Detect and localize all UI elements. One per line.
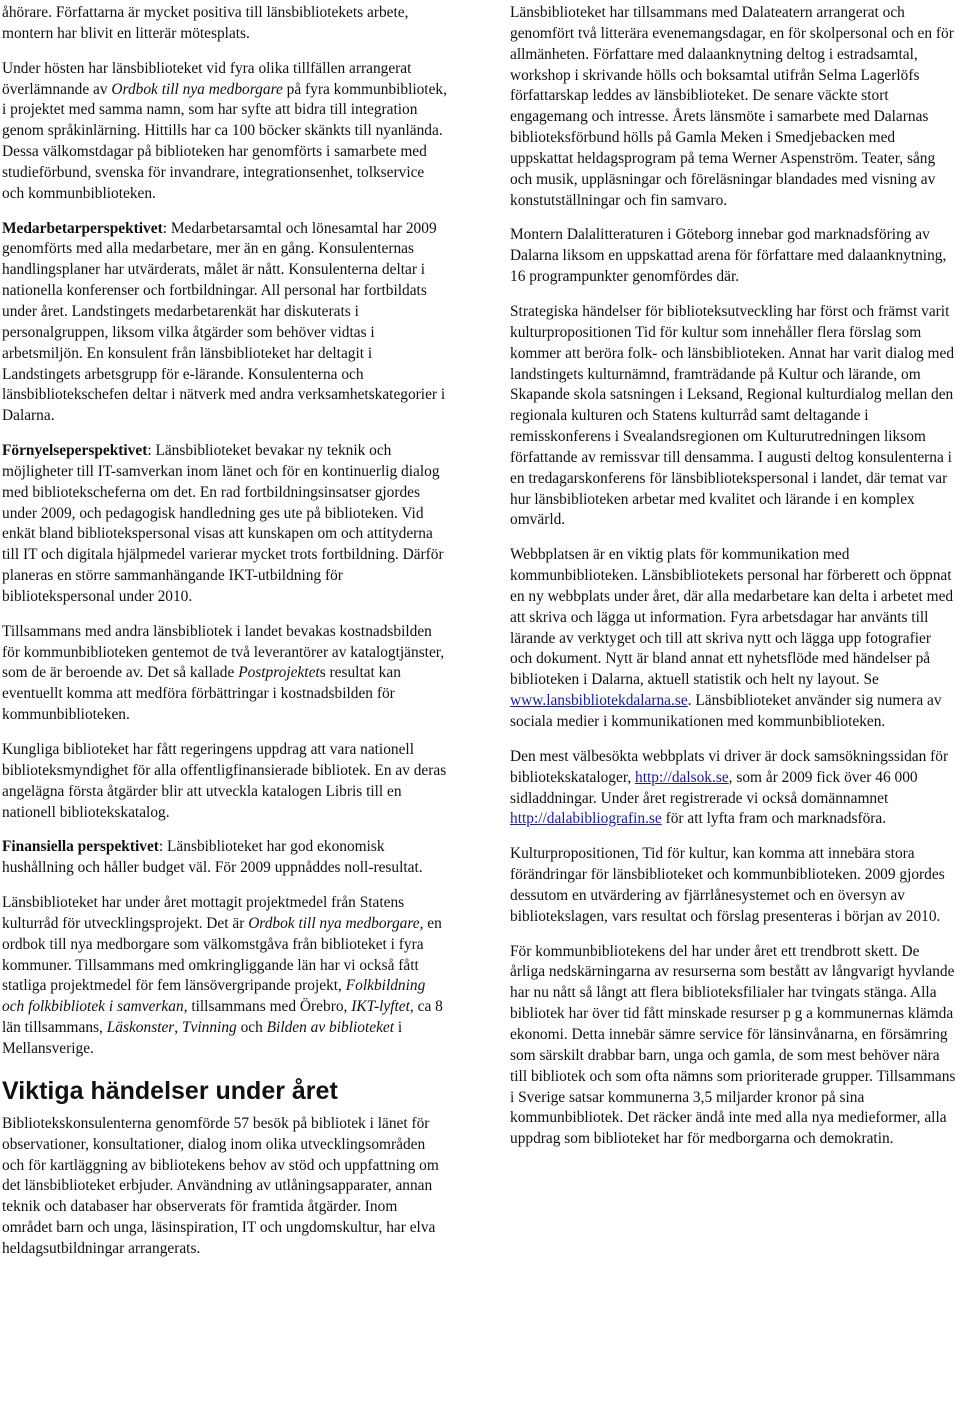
paragraph-dalateatern (510, 3, 956, 211)
text: åhörare. Författarna är mycket positiva till länsbibliotekets arbete, montern har blivit en litterär mötesplats. (2, 4, 409, 42)
text: : Medarbetarsamtal och lönesamtal har 2009 genomförts med alla medarbetare, mer än en gång. Konsulenternas handlingsplaner har utvärderats, målet är nått. Konsulenterna deltar i nationella konferenser och fortbildningar. All personal har fortbildats under året. Landstingets medarbetarenkät har diskuterats i personalgruppen, liksom vilka åtgärder som behöver vidtas i arbetsmiljön. En konsulent från länsbiblioteket har deltagit i Landstingets arbetsgrupp för e-lärande. Konsulenterna och länsbibliotekschefen deltar i nätverk med andra verksamhetskategorier i Dalarna. (2, 219, 446, 425)
italic-title: Ordbok till nya medborgare, (248, 914, 424, 932)
text: Webbplatsen är en viktig plats för kommunikation med kommunbiblioteken. Länsbibliotekets personal har förberett och öppnat en ny webbplats under året, där alla medarbetare kan delta i arbetet med att skriva och lägga ut information. Fyra arbetsdagar har använts till lärande av verktyget och till att skriva nytt och lägga upp fotografier och dokument. Nytt är bland annat ett nyhetsflöde med händelser på biblioteken i Dalarna, aktuell statistik och helt ny layout. Se (510, 546, 954, 689)
text: s resultat kan eventuellt komma att medföra förbättringar i kostnadsbilden för kommunbiblioteken. (2, 664, 401, 724)
bold-label: Medarbetarperspektivet (2, 219, 163, 237)
paragraph-kungliga-biblioteket (2, 740, 448, 823)
bold-label: Förnyelseperspektivet (2, 442, 148, 460)
text: , som år 2009 fick över 46 000 sidladdningar. Under året registrerade vi också domännamnet (510, 768, 918, 807)
text: en ordbok till nya medborgare som välkomstgåva från biblioteket i fyra kommuner. Tillsammans med omkringliggande län har vi också fått statliga projektmedel för fem länsövergripande projekt, (2, 914, 442, 995)
text: : Länsbiblioteket bevakar ny teknik och möjligheter till IT-samverkan inom länet och för en kontinuerlig dialog med bibliotekscheferna om det. En rad fortbildningsinsatser gjordes under 2009, och pedagogisk handledning ges ute på biblioteken. Vid enkät bland bibliotekspersonal visas att kunskapen om och attityderna till IT och digitala hjälpmedel varierar mycket trots fortbildning. Därför planeras en större sammanhängande IKT-utbildning för bibliotekspersonal under 2010. (2, 442, 444, 605)
text: Kungliga biblioteket har fått regeringens uppdrag att vara nationell biblioteksmyndighet för alla offentligfinansierade bibliotek. En av deras angelägna första åtgärder blir att utveckla katalogen Libris till en nationell bibliotekskatalog. (2, 741, 447, 821)
text: , ca 8 län tillsammans, (2, 998, 443, 1037)
right-column (510, 3, 956, 1164)
paragraph-samsokning (510, 747, 956, 830)
section-heading: Viktiga händelser under året (2, 1076, 338, 1105)
text: Den mest välbesökta webbplats vi driver är dock samsökningssidan för bibliotekskataloger, (510, 747, 949, 786)
paragraph-montern-dalalitteraturen (510, 225, 956, 288)
italic-title: Folkbildning och folkbibliotek i samverkan, (2, 977, 426, 1016)
paragraph-strategiska-handelser (510, 302, 956, 531)
text: , (174, 1019, 182, 1037)
text: Montern Dalalitteraturen i Göteborg innebar god marknadsföring av Dalarna liksom en uppskattad arena för författare med dalaanknytning, 16 programpunkter genomfördes där. (510, 226, 947, 286)
paragraph-fornyelseperspektivet (2, 441, 448, 608)
dalabibliografin-link[interactable]: http://dalabibliografin.se (510, 810, 662, 828)
paragraph-postprojektet (2, 622, 448, 726)
text: Kulturpropositionen, Tid för kultur, kan komma att innebära stora förändringar för länsbiblioteket och kommunbiblioteken. 2009 gjordes dessutom en utvärdering av fjärrlånesystemet och en översyn av bibliotekslagen, vars resultat och förslag presenteras i början av 2010. (510, 845, 945, 925)
paragraph-webbplatsen (510, 545, 956, 733)
italic-title: Tvinning (182, 1019, 237, 1037)
italic-title: Bilden av biblioteket (266, 1019, 395, 1037)
paragraph-finansiella-perspektivet (2, 837, 448, 879)
text: Bibliotekskonsulenterna genomförde 57 besök på bibliotek i länet för observationer, konsultationer, dialog inom olika utvecklingsområden och för kartläggning av bibliotekens behov av stöd och uppfattning om det länsbiblioteket erbjuder. Användning av utlåningsapparater, annan teknik och databaser har observerats för framtida åtgärder. Inom området barn och unga, läsinspiration, IT och ungdomskultur, har elva heldagsutbildningar arrangerats. (2, 1114, 439, 1257)
text: . Länsbiblioteket använder sig numera av sociala medier i kommunikationen med kommunbiblioteken. (510, 692, 942, 730)
paragraph-kulturpropositionen (510, 844, 956, 927)
text: Under hösten har länsbiblioteket vid fyra olika tillfällen arrangerat överlämnande av (2, 59, 412, 98)
text: på fyra kommunbibliotek, i projektet med samma namn, som har syfte att bidra till integration genom språkinlärning. Hittills har ca 100 böcker skänkts till nyanlända. Dessa välkomstdagar på biblioteken har genomförts i samarbete med studieförbund, svenska för invandrare, integrationsenhet, tolkservice och kommunbiblioteken. (2, 80, 447, 202)
text: Tillsammans med andra länsbibliotek i landet bevakas kostnadsbilden för kommunbiblioteken gentemot de två leverantörer av katalogtjänster, som de är beroende av. Det så kallade (2, 622, 445, 682)
text: För kommunbibliotekens del har under året ett trendbrott skett. De årliga nedskärningarna av resurserna som bestått av långvarigt hyvlande har nu nått så långt att flera biblioteksfilialer har tvingats stänga. Alla bibliotek har över tid fått minskade resurser p g a kommunernas klämda ekonomi. Detta innebär sämre service för länsinvånarna, en försämring som särskilt drabbar barn, unga och gamla, de som mest behöver nära till bibliotek och som ofta nämns som prioriterade grupper. Tillsammans i Sverige satsar kommunerna 3,5 miljarder kronor på sina kommunbibliotek. Det räcker ändå inte med alla nya medieformer, alla uppdrag som biblioteket har för medborgarna och demokratin. (510, 942, 956, 1148)
paragraph-konsulentbesok (2, 1114, 448, 1260)
left-column (2, 3, 448, 1274)
italic-title: Läskonster (106, 1019, 175, 1037)
text: : Länsbiblioteket har god ekonomisk hushållning och håller budget väl. För 2009 uppnåddes noll-resultat. (2, 838, 423, 877)
text: tillsammans med Örebro, (187, 998, 352, 1016)
text: och (236, 1019, 267, 1037)
italic-title: Ordbok till nya medborgare (111, 80, 283, 98)
paragraph-monter (2, 3, 448, 45)
bold-label: Finansiella perspektivet (2, 838, 159, 856)
paragraph-ordbok (2, 59, 448, 205)
italic-title: IKT-lyftet (351, 998, 410, 1016)
paragraph-trendbrott (510, 942, 956, 1150)
paragraph-medarbetarperspektivet (2, 219, 448, 427)
text: Länsbiblioteket har tillsammans med Dalateatern arrangerat och genomfört två litterära evenemangsdagar, en för skolpersonal och en för allmänheten. Författare med dalaanknytning deltog i estradsamtal, workshop i skrivande hölls och boksamtal utifrån Selma Lagerlöfs författarskap leddes av länsbiblioteket. De senare väckte stort engagemang och intresse. Årets länsmöte i samarbete med Dalarnas biblioteksförbund hölls på Gamla Meken i Smedjebacken med uppskattat heldagsprogram på tema Werner Aspenström. Teater, sång och musik, uppläsningar och föreläsningar blandades med visning av konstutställningar och fin samvaro. (510, 4, 954, 209)
text: i Mellansverige. (2, 1019, 403, 1057)
text: för att lyfta fram och marknadsföra. (661, 810, 887, 828)
paragraph-projektmedel (2, 893, 448, 1060)
italic-title: Postprojektet (238, 664, 320, 682)
lansbibliotek-link[interactable]: www.lansbibliotekdalarna.se (510, 692, 688, 710)
text: Länsbiblioteket har under året mottagit projektmedel från Statens kulturråd för utvecklingsprojekt. Det är (2, 894, 405, 932)
dalsok-link[interactable]: http://dalsok.se (635, 768, 729, 786)
text: Strategiska händelser för biblioteksutveckling har först och främst varit kulturpropositionen Tid för kultur som innehåller flera förslag som kommer att beröra folk- och länsbiblioteken. Annat har varit dialog med landstingets kulturnämnd, framträdande på Kultur och lärande, om Skapande skola satsningen i Leksand, Regional kulturdialog mellan den regionala kulturen och Statens kulturråd samt deltagande i remisskonferens i Svealandsregionen om Kulturutredningen liksom författande av remissvar till densamma. I augusti deltog konsulenterna i en tredagarskonferens för länsbibliotekspersonal i landet, där temat var hur länsbiblioteken arbetar med kvalitet och lärande i en komplex omvärld. (510, 302, 955, 529)
